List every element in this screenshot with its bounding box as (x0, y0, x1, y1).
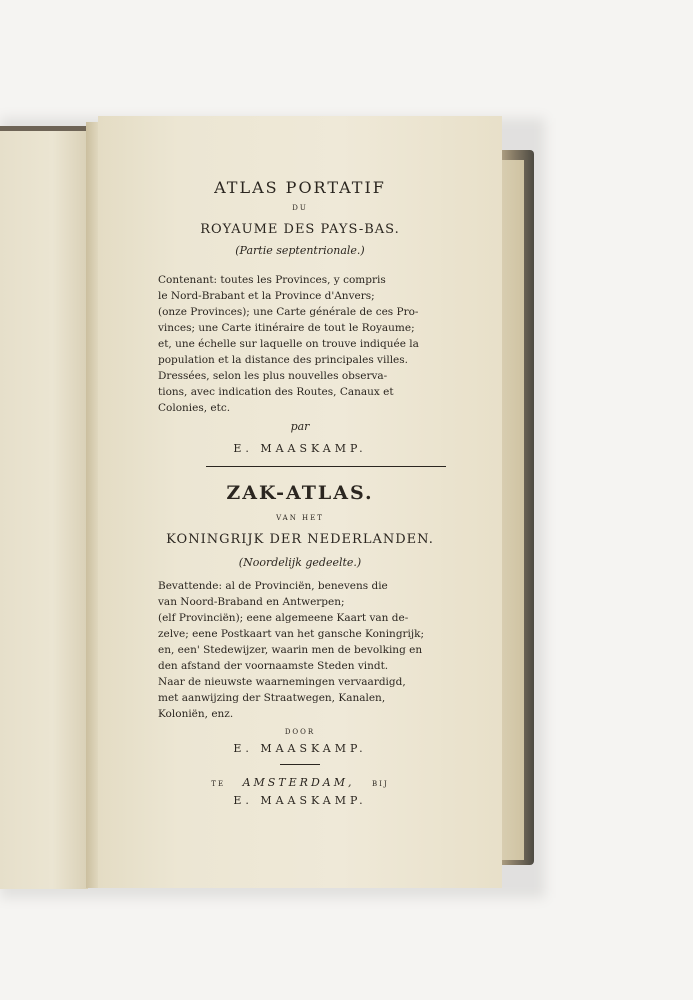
fr-desc-line: le Nord-Brabant et la Province d'Anvers; (158, 290, 375, 302)
nl-desc-line: Koloniën, enz. (158, 708, 234, 720)
nl-desc-line: met aanwijzing der Straatwegen, Kanalen, (158, 692, 386, 704)
nl-desc-line: zelve; eene Postkaart van het gansche Koningrijk; (158, 628, 425, 640)
title-page (98, 116, 502, 888)
nl-description (158, 578, 458, 722)
fr-desc-line: et, une échelle sur laquelle on trouve indiquée la (158, 338, 419, 350)
imprint-city: AMSTERDAM, (242, 776, 355, 789)
nl-desc-line: van Noord-Braband en Antwerpen; (158, 596, 345, 608)
short-rule (280, 764, 320, 765)
fr-title: ATLAS PORTATIF (214, 178, 386, 197)
fr-par: par (290, 420, 310, 433)
imprint-publisher: E. MAASKAMP. (233, 794, 367, 807)
nl-title: ZAK-ATLAS. (226, 482, 374, 504)
fr-kingdom: ROYAUME DES PAYS-BAS. (200, 222, 400, 237)
ornamental-divider (206, 466, 446, 473)
nl-door: DOOR (284, 728, 316, 736)
fr-du: DU (292, 204, 308, 212)
fr-desc-line: tions, avec indication des Routes, Canaux et (158, 386, 394, 398)
nl-desc-line: Bevattende: al de Provinciën, benevens die (158, 580, 388, 592)
nl-desc-line: en, een' Stedewijzer, waarin men de bevolking en (158, 644, 423, 656)
nl-author: E. MAASKAMP. (233, 742, 367, 755)
imprint-bij: BIJ (371, 780, 389, 788)
imprint-te: TE (211, 780, 226, 788)
nl-van: VAN HET (276, 514, 324, 522)
nl-part: (Noordelijk gedeelte.) (238, 556, 362, 569)
imprint-line (98, 776, 502, 789)
nl-desc-line: den afstand der voornaamste Steden vindt. (158, 660, 389, 672)
fr-desc-line: Contenant: toutes les Provinces, y compris (158, 274, 386, 286)
fr-description (158, 272, 458, 416)
left-blank-page (0, 126, 88, 889)
nl-desc-line: (elf Provinciën); eene algemeene Kaart van de- (158, 612, 409, 624)
nl-desc-line: Naar de nieuwste waarnemingen vervaardigd, (158, 676, 406, 688)
fr-desc-line: Colonies, etc. (158, 402, 231, 414)
nl-kingdom: KONINGRIJK DER NEDERLANDEN. (166, 532, 434, 547)
fr-desc-line: Dressées, selon les plus nouvelles observa- (158, 370, 388, 382)
fr-desc-line: (onze Provinces); une Carte générale de ces Pro- (158, 306, 419, 318)
fr-desc-line: vinces; une Carte itinéraire de tout le Royaume; (158, 322, 415, 334)
fr-author: E. MAASKAMP. (233, 442, 367, 455)
fr-desc-line: population et la distance des principales villes. (158, 354, 409, 366)
fr-part: (Partie septentrionale.) (235, 244, 365, 257)
